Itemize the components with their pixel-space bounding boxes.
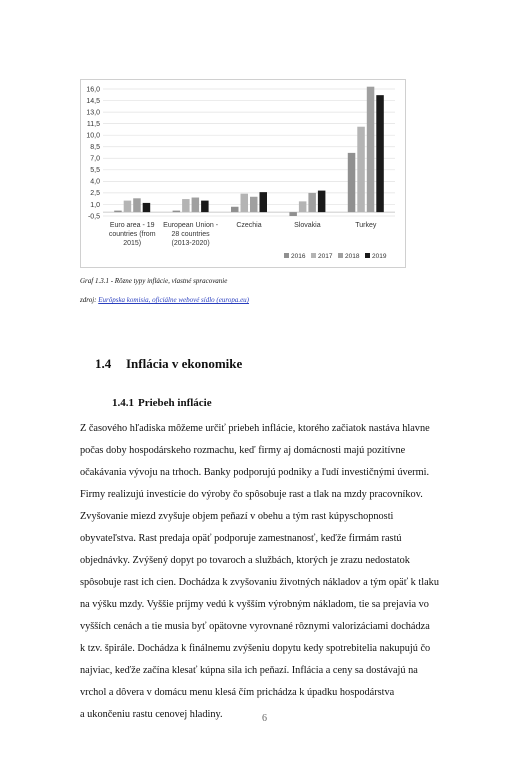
body-line: najviac, keďže začína klesať kúpna sila ich peňazí. Inflácia a ceny sa dostávajú na — [80, 665, 418, 676]
bar-2017 — [241, 194, 249, 212]
legend-swatch-2016 — [284, 253, 289, 258]
y-tick-label: 11,5 — [86, 120, 100, 128]
bar-2017 — [182, 199, 190, 212]
source-link[interactable]: Eurôpska komisia, oficiálne webové sídlo (europa.eu) — [98, 296, 250, 304]
y-tick-label: 10,0 — [86, 132, 100, 140]
legend-label: 2016 — [291, 253, 306, 260]
bar-2019 — [318, 191, 326, 213]
bar-2019 — [376, 95, 384, 212]
y-tick-label: -0,5 — [87, 213, 100, 221]
body-line: obyvateľstva. Rast predaja opäť podporuje zamestnanosť, keďže firmám rastú — [80, 533, 402, 544]
x-category-label: (2013-2020) — [171, 240, 210, 247]
bar-2016 — [348, 153, 356, 212]
bar-2016 — [289, 212, 297, 216]
body-line: spôsobuje rast ich cien. Dochádza k zvyšovaniu životných nákladov a tým opäť k tlaku — [80, 577, 439, 588]
x-category-label: countries (from — [108, 231, 156, 238]
body-line: a ukončeniu rastu cenovej hladiny. — [80, 709, 223, 720]
body-line: počas doby hospodárskeho rozmachu, keď firmy aj domácnosti majú pozitívne — [80, 445, 406, 456]
bar-2018 — [308, 193, 316, 212]
body-line: objednávky. Zvýšený dopyt po tovaroch a službách, ktorých je zrazu nedostatok — [80, 555, 410, 566]
bar-2018 — [192, 198, 200, 213]
x-category-label: 2015) — [123, 240, 142, 247]
body-line: vyšších cenách a tie musia byť opätovne vyrovnané rôznymi valorizáciami dochádza — [80, 621, 430, 632]
bar-2017 — [357, 127, 365, 212]
section-heading — [95, 356, 242, 372]
body-line: vrchol a dôvera v domácu menu klesá čím prichádza k úpadku hospodárstva — [80, 687, 395, 698]
x-category-label: Slovakia — [294, 222, 321, 229]
bar-2019 — [260, 192, 268, 212]
y-tick-label: 13,0 — [86, 109, 100, 117]
y-tick-label: 8,5 — [90, 144, 100, 152]
bar-2019 — [143, 203, 151, 212]
y-tick-label: 4,0 — [90, 178, 100, 186]
bar-2016 — [231, 207, 239, 212]
section-title: Inflácia v ekonomike — [126, 356, 243, 371]
x-category-label: Czechia — [236, 222, 262, 229]
body-paragraph — [80, 418, 455, 726]
page-number: 6 — [262, 713, 267, 724]
body-line: k tzv. špirále. Dochádza k finálnemu zvýšeniu dopytu kedy spotrebitelia nakupujú čo — [80, 643, 431, 654]
legend-label: 2018 — [345, 253, 360, 260]
y-tick-label: 14,5 — [86, 97, 100, 105]
figure-caption: Graf 1.3.1 - Rôzne typy inflácie, vlastné spracovanie — [80, 277, 228, 285]
legend-label: 2019 — [372, 253, 387, 260]
legend-swatch-2017 — [311, 253, 316, 258]
x-category-label: European Union - — [163, 222, 219, 229]
bar-2018 — [250, 197, 258, 212]
bar-2016 — [173, 211, 181, 213]
x-category-label: 28 countries — [171, 231, 210, 238]
chart-svg — [81, 80, 405, 267]
x-category-label: Euro area - 19 — [109, 222, 155, 229]
body-line: očakávania vývoju na trhoch. Banky podporujú podniky a ľudí investičnými úvermi. — [80, 467, 430, 478]
subsection-title: Priebeh inflácie — [138, 397, 212, 409]
source-label: zdroj: — [80, 296, 97, 304]
section-number: 1.4 — [95, 356, 112, 371]
legend-swatch-2018 — [338, 253, 343, 258]
legend-label: 2017 — [318, 253, 333, 260]
bar-2019 — [201, 201, 209, 213]
bar-2016 — [114, 211, 122, 213]
body-line: Firmy realizujú investície do výroby čo spôsobuje rast a tlak na mzdy pracovníkov. — [80, 489, 423, 500]
subsection-heading — [112, 397, 212, 409]
subsection-number: 1.4.1 — [112, 397, 134, 409]
bar-2018 — [367, 87, 375, 212]
y-tick-label: 7,0 — [90, 155, 100, 163]
figure-source — [80, 296, 249, 304]
body-line: Zvyšovanie miezd zvyšuje objem peňazí v obehu a tým rast kúpyschopnosti — [80, 511, 394, 522]
y-tick-label: 5,5 — [90, 167, 100, 175]
legend-swatch-2019 — [365, 253, 370, 258]
y-tick-label: 2,5 — [90, 190, 100, 198]
x-category-label: Turkey — [355, 222, 377, 229]
body-line: Z časového hľadiska môžeme určiť priebeh inflácie, ktorého začiatok nastáva hlavne — [80, 423, 430, 434]
bar-2017 — [299, 201, 307, 212]
inflation-chart — [80, 79, 406, 268]
bar-2018 — [133, 198, 141, 212]
body-line: na výšku mzdy. Vyššie príjmy vedú k vyšším výrobným nákladom, tie sa prejavia vo — [80, 599, 429, 610]
bar-2017 — [124, 201, 132, 213]
y-tick-label: 16,0 — [86, 86, 100, 94]
y-tick-label: 1,0 — [90, 201, 100, 209]
